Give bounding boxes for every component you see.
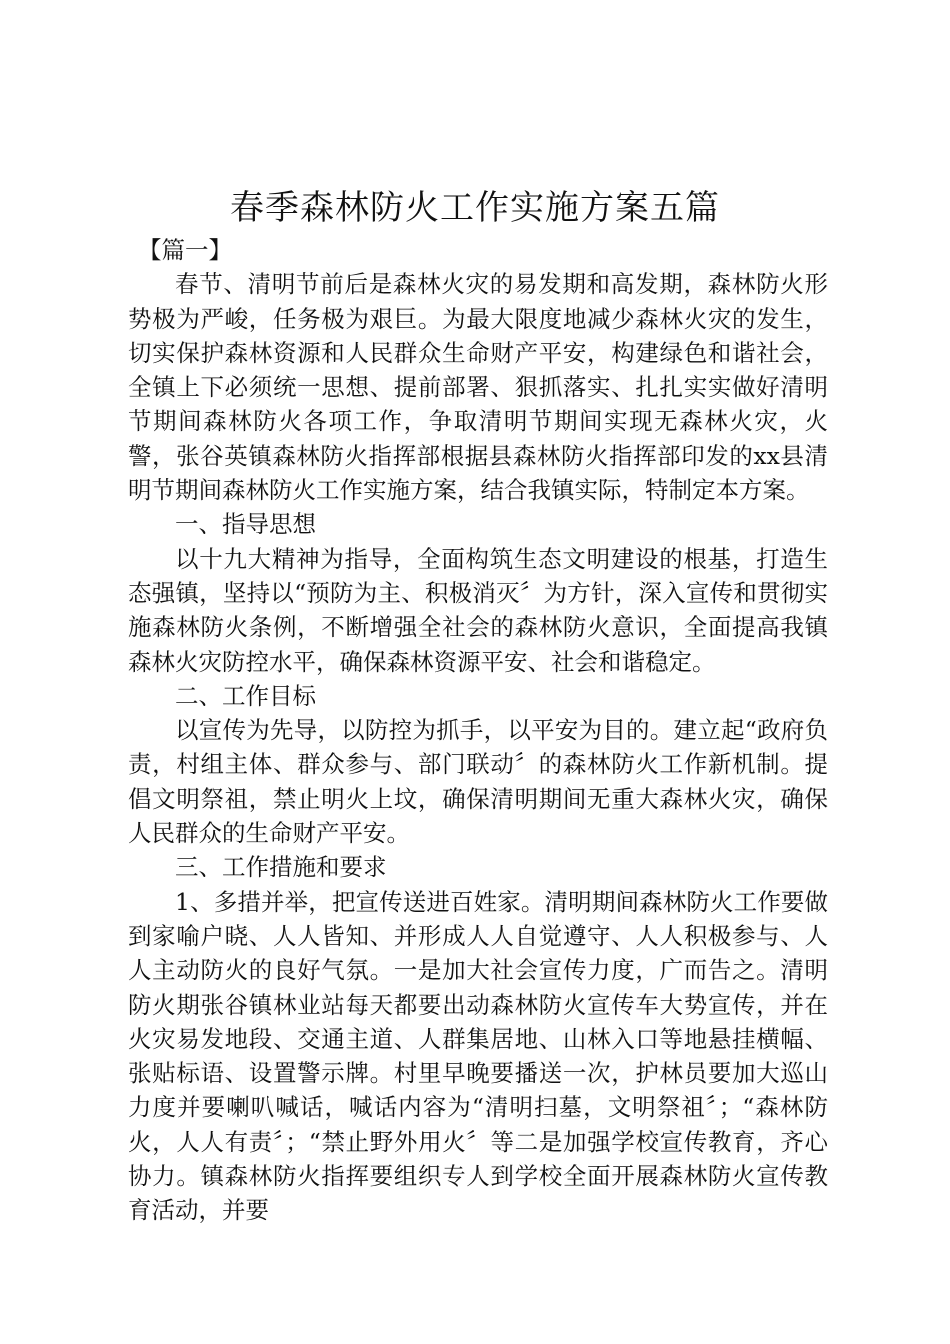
- paragraph-intro: 春节、清明节前后是森林火灾的易发期和高发期，森林防火形势极为严峻，任务极为艰巨。为最大限度地减少森林火灾的发生，切实保护森林资源和人民群众生命财产平安，构建绿色和谐社会，全镇上下必须统一思想、提前部署、狠抓落实、扎扎实实做好清明节期间森林防火各项工作，争取清明节期间实现无森林火灾，火警，张谷英镇森林防火指挥部根据县森林防火指挥部印发的xx县清明节期间森林防火工作实施方案，结合我镇实际，特制定本方案。: [128, 270, 828, 505]
- document-title: 春季森林防火工作实施方案五篇: [230, 188, 720, 228]
- paragraph-guiding-ideology: 以十九大精神为指导，全面构筑生态文明建设的根基，打造生态强镇，坚持以“预防为主、积极消灭〞为方针，深入宣传和贯彻实施森林防火条例，不断增强全社会的森林防火意识，全面提高我镇森林火灾防控水平，确保森林资源平安、社会和谐稳定。: [128, 544, 828, 676]
- paragraph-measures-1: 1、多措并举，把宣传送进百姓家。清明期间森林防火工作要做到家喻户晓、人人皆知、并形成人人自觉遵守、人人积极参与、人人主动防火的良好气氛。一是加大社会宣传力度，广而告之。清明防火期张谷镇林业站每天都要出动森林防火宣传车大势宣传，并在火灾易发地段、交通主道、人群集居地、山林入口等地悬挂横幅、张贴标语、设置警示牌。村里早晚要播送一次，护林员要加大巡山力度并要喇叭喊话，喊话内容为“清明扫墓，文明祭祖〞；“森林防火，人人有责〞；“禁止野外用火〞等二是加强学校宣传教育，齐心协力。镇森林防火指挥要组织专人到学校全面开展森林防火宣传教育活动，并要: [128, 887, 828, 1225]
- heading-measures: 三、工作措施和要求: [175, 853, 387, 882]
- section-marker: 【篇一】: [138, 236, 232, 264]
- heading-work-goals: 二、工作目标: [175, 681, 316, 710]
- heading-guiding-ideology: 一、指导思想: [175, 510, 316, 539]
- paragraph-work-goals: 以宣传为先导，以防控为抓手，以平安为目的。建立起“政府负责，村组主体、群众参与、部门联动〞的森林防火工作新机制。提倡文明祭祖，禁止明火上坟，确保清明期间无重大森林火灾，确保人民群众的生命财产平安。: [128, 716, 828, 848]
- document-body: [128, 233, 828, 1228]
